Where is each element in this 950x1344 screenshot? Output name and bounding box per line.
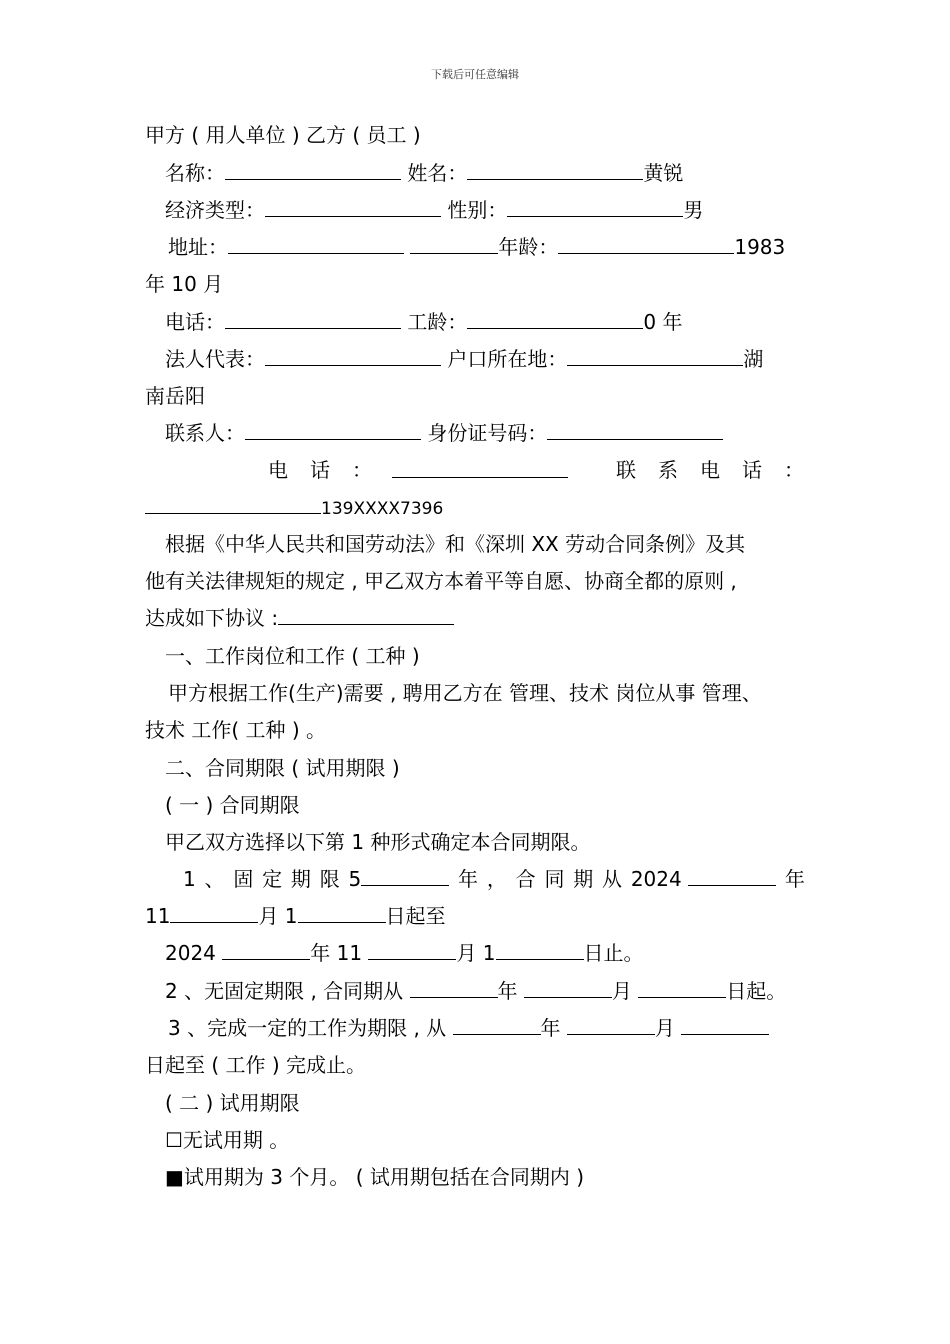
econ-type-label: 经济类型： [165,198,265,222]
seniority-blank [467,310,643,329]
person-name-value: 黄锐 [643,161,684,185]
opt2-day: 日起。 [726,979,787,1003]
agreement-blank [278,606,454,625]
address-blank [228,235,404,254]
contact-row [165,420,723,446]
legal-rep-row [165,346,763,372]
option1-row [183,866,805,892]
opt1-part: 年 [784,867,805,891]
section2-sub1: ( 一 ) 合同期限 [165,793,300,817]
section1-line-1: 甲方根据工作(生产)需要 , 聘用乙方在 管理、技术 岗位从事 管理、 [168,681,762,705]
name-blank [225,161,401,180]
party-heading: 甲方 ( 用人单位 ) 乙方 ( 员工 ) [145,123,421,147]
opt1-end-day-blank [496,941,584,960]
contact-blank [245,421,421,440]
opt1-part: 合 [515,867,536,891]
age-value-cont: 年 10 月 [145,272,224,296]
phone2-char: ： [352,458,372,482]
opt3-day-blank [681,1016,769,1035]
phone2-char: 话 [310,458,330,482]
opt2-month: 月 [611,979,632,1003]
contact-phone-char: 系 [658,458,678,482]
intro-line-3-text: 达成如下协议 : [145,606,279,630]
opt2-month-blank [524,979,612,998]
address-blank-2 [410,235,498,254]
opt1-month-blank [170,904,258,923]
contact-phone-char: ： [784,458,804,482]
opt1-part: 5 [348,867,362,891]
opt3-month-blank [567,1016,655,1035]
name-row [165,160,683,186]
gender-value: 男 [683,198,704,222]
opt1-part: 同 [544,867,565,891]
opt3-text: 3 、完成一定的工作为期限 , 从 [168,1016,447,1040]
opt1-part: 定 [262,867,283,891]
contact-label: 联系人： [165,421,245,445]
section2-choose: 甲乙双方选择以下第 1 种形式确定本合同期限。 [165,830,591,854]
opt1-part: 年 [458,867,479,891]
contact-phone-char: 话 [742,458,762,482]
section1-line-2: 技术 工作( 工种 ) 。 [145,718,327,742]
option1-end-row [165,940,644,966]
option3-row [168,1015,769,1041]
gender-label: 性别： [447,198,508,222]
hukou-blank [567,347,743,366]
contact-phone-char: 联 [616,458,636,482]
phone-label: 电话： [165,310,225,334]
address-row [168,234,785,260]
hukou-value-cont: 南岳阳 [145,384,205,408]
intro-line-1: 根据《中华人民共和国劳动法》和《深圳 XX 劳动合同条例》及其 [165,532,746,556]
age-label: 年龄： [498,235,559,259]
hukou-label: 户口所在地： [447,347,568,371]
opt1-part: 期 [290,867,311,891]
section1-title: 一、工作岗位和工作 ( 工种 ) [165,644,420,668]
contact-phone-row [145,494,443,522]
id-label: 身份证号码： [427,421,548,445]
opt2-text: 2 、无固定期限 , 合同期从 [165,979,404,1003]
seniority-label: 工龄： [407,310,468,334]
opt1-end-month-blank [368,941,456,960]
opt1-years-blank [361,867,449,886]
intro-line-2: 他有关法律规矩的规定 , 甲乙双方本着平等自愿、协商全都的原则 , [145,569,737,593]
age-blank [558,235,734,254]
opt1-end-stop: 日止。 [583,941,644,965]
address-label: 地址： [168,235,228,259]
opt2-year: 年 [497,979,518,1003]
contact-phone-value: 139XXXX7396 [321,499,444,519]
opt1-part: 1 [183,867,196,891]
opt1-start-year-blank [688,867,776,886]
opt2-day-blank [638,979,726,998]
opt1-end-year: 2024 [165,941,216,965]
opt3-year-blank [453,1016,541,1035]
opt1-end-month: 年 11 [310,941,363,965]
opt1-part: 2024 [630,867,682,891]
seniority-value: 0 年 [643,310,683,334]
legal-rep-blank [265,347,441,366]
opt2-year-blank [410,979,498,998]
phone-row [165,309,682,335]
opt1-part: 限 [319,867,340,891]
opt1-cont-month: 11 [145,904,171,928]
opt1-cont-until: 日起至 [385,904,446,928]
phone2-char: 电 [268,458,288,482]
phone2-blank [392,459,568,478]
opt1-end-day: 月 1 [456,941,496,965]
option3-cont: 日起至 ( 工作 ) 完成止。 [145,1053,367,1077]
intro-line-3 [145,605,454,631]
age-value: 1983 [734,235,786,259]
trial-none-checkbox: ☐无试用期 。 [165,1128,290,1152]
phone-blank [225,310,401,329]
section2-title: 二、合同期限 ( 试用期限 ) [165,756,400,780]
option2-row [165,978,786,1004]
opt1-part: 从 [602,867,623,891]
opt1-part: ， [486,867,507,891]
option1-cont-row [145,903,446,929]
page-header: 下载后可任意编辑 [431,68,519,81]
hukou-value: 湖 [743,347,764,371]
econ-type-blank [265,198,441,217]
opt1-part: 、 [204,867,225,891]
name-label: 名称： [165,161,225,185]
opt1-part: 期 [573,867,594,891]
opt1-cont-day: 月 1 [258,904,298,928]
contact-phone-blank [145,495,321,514]
id-blank [547,421,723,440]
section2-sub2: ( 二 ) 试用期限 [165,1091,300,1115]
legal-rep-label: 法人代表： [165,347,265,371]
opt1-day-blank [298,904,386,923]
opt1-part: 固 [233,867,254,891]
opt3-year: 年 [540,1016,561,1040]
trial-yes-checkbox: ■试用期为 3 个月。 ( 试用期包括在合同期内 ) [165,1165,585,1189]
gender-blank [507,198,683,217]
opt3-month: 月 [654,1016,675,1040]
person-name-label: 姓名： [407,161,468,185]
person-name-blank [467,161,643,180]
econ-row [165,197,703,223]
contact-phone-char: 电 [700,458,720,482]
opt1-end-year-blank [222,941,310,960]
